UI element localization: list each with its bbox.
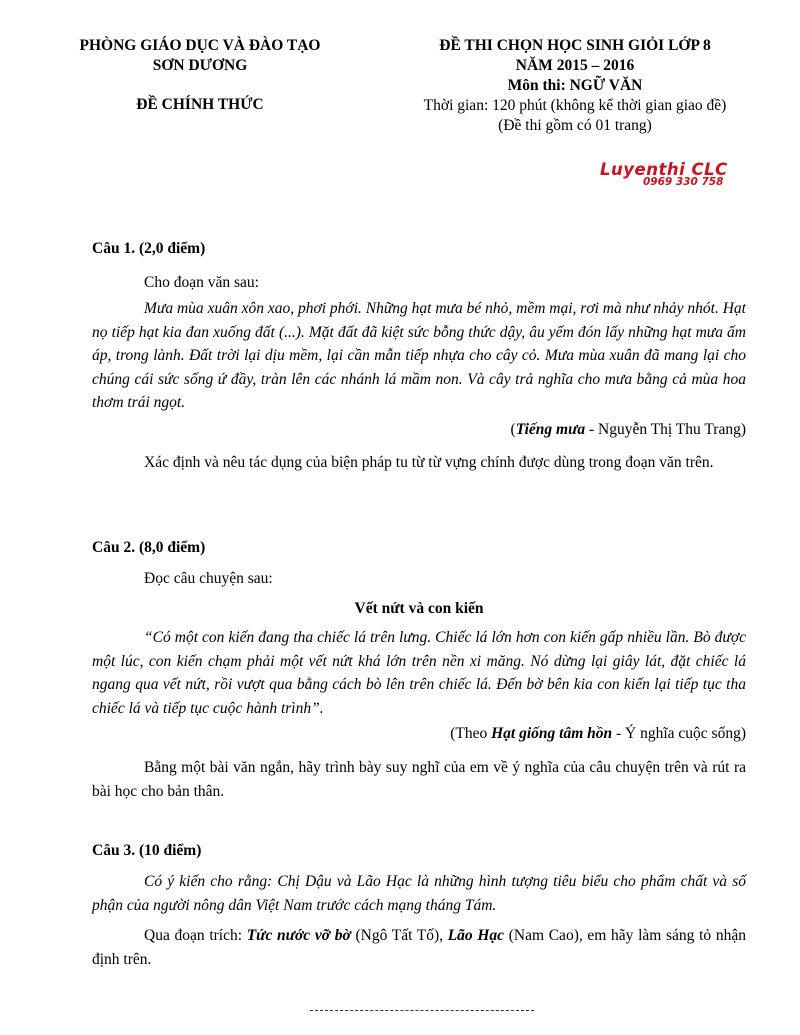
stamp-phone: 0969 330 758	[643, 176, 724, 188]
exam-pages: (Đề thi gồm có 01 trang)	[498, 117, 652, 134]
footer-divider	[310, 1010, 534, 1012]
q3-opinion: Có ý kiến cho rằng: Chị Dậu và Lão Hạc là những hình tượng tiêu biểu cho phẩm chất và số phận của người nông dân Việt Nam trước cách mạng tháng Tám.	[92, 873, 746, 914]
exam-title: ĐỀ THI CHỌN HỌC SINH GIỎI LỚP 8	[439, 37, 711, 54]
q1-task: Xác định và nêu tác dụng của biện pháp tu từ từ vựng chính được dùng trong đoạn văn trên.	[144, 454, 714, 471]
q2-story-title: Vết nứt và con kiến	[354, 600, 484, 617]
school-header	[60, 36, 340, 76]
q1-source-title: Tiếng mưa	[515, 421, 586, 438]
q1-source-open: (	[510, 421, 516, 438]
q2-heading: Câu 2. (8,0 điểm)	[92, 539, 206, 556]
department-name: PHÒNG GIÁO DỤC VÀ ĐÀO TẠO	[79, 37, 321, 54]
q3-task-part2: (Ngô Tất Tố),	[350, 927, 448, 944]
q1-heading: Câu 1. (2,0 điểm)	[92, 240, 206, 257]
q2-source-title: Hạt giống tâm hồn	[491, 725, 613, 742]
q2-source-rest: - Ý nghĩa cuộc sống)	[612, 725, 746, 742]
district-name: SƠN DƯƠNG	[152, 57, 248, 74]
q3-work2: Lão Hạc	[447, 927, 505, 944]
q3-task-part1: Qua đoạn trích:	[144, 927, 247, 944]
q2-source-open: (Theo	[450, 725, 492, 742]
q2-task: Bằng một bài văn ngắn, hãy trình bày suy nghĩ của em về ý nghĩa của câu chuyện trên và rút ra bài học cho bản thân.	[92, 759, 746, 800]
q2-intro: Đọc câu chuyện sau:	[144, 570, 273, 587]
exam-time: Thời gian: 120 phút (không kể thời gian giao đề)	[423, 97, 727, 114]
stamp-brand: Luyenthi CLC	[600, 160, 728, 179]
q3-heading: Câu 3. (10 điểm)	[92, 842, 202, 859]
q1-source-rest: - Nguyễn Thị Thu Trang)	[585, 421, 746, 438]
q3-task-part3: (Nam Cao), em hãy làm sáng tỏ nhận định trên.	[92, 927, 746, 968]
q1-passage: Mưa mùa xuân xôn xao, phơi phới. Những hạt mưa bé nhỏ, mềm mại, rơi mà như nhảy nhót. Hạt nọ tiếp hạt kia đan xuống đất (...). Mặt đất đã kiệt sức bỗng thức dậy, âu yếm đón lấy những hạt mưa ấm áp, trong lành. Đất trời lại dịu mềm, lại cần mẫn tiếp nhựa cho cây cỏ. Mưa mùa xuân đã mang lại cho chúng cái sức sống ứ đầy, tràn lên các nhánh lá mầm non. Và cây trả nghĩa cho mưa bằng cả mùa hoa thơm trái ngọt.	[92, 300, 746, 411]
q1-intro: Cho đoạn văn sau:	[144, 274, 259, 291]
luyenthi-stamp	[600, 160, 760, 188]
q3-work1: Tức nước vỡ bờ	[246, 927, 351, 944]
exam-year: NĂM 2015 – 2016	[515, 57, 635, 74]
q2-passage: “Có một con kiến đang tha chiếc lá trên lưng. Chiếc lá lớn hơn con kiến gấp nhiều lần. Bò được một lúc, con kiến chạm phải một vết nứt khá lớn trên nền xi măng. Nó dừng lại giây lát, đặt chiếc lá ngang qua vết nứt, rồi vượt qua bằng cách bò lên trên chiếc lá. Đến bờ bên kia con kiến lại tiếp tục tha chiếc lá và tiếp tục cuộc hành trình”.	[92, 629, 746, 717]
exam-subject: Môn thi: NGỮ VĂN	[507, 77, 643, 94]
q3-task	[92, 924, 746, 971]
official-label: ĐỀ CHÍNH THỨC	[136, 96, 264, 113]
q2-source	[92, 722, 746, 746]
exam-header	[390, 36, 760, 136]
q1-source	[92, 418, 746, 442]
